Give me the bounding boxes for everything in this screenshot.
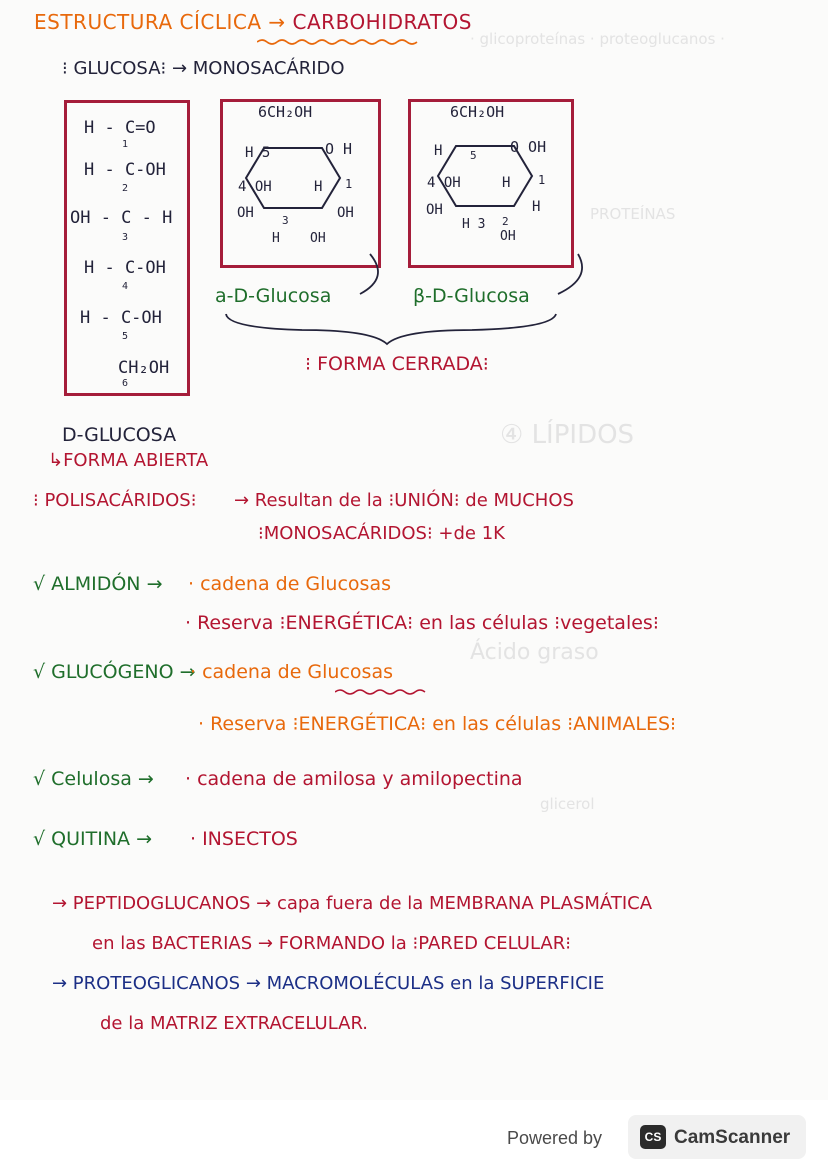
open-chain-line: H - C-OH: [84, 258, 166, 278]
beta-ch2oh: 6CH₂OH: [450, 103, 505, 121]
open-chain-line: H - C-OH: [84, 160, 166, 180]
carbon-number: 5: [122, 331, 129, 342]
quitina-line-1: · INSECTOS: [190, 828, 298, 850]
camscanner-badge: [628, 1115, 806, 1159]
alpha-ch2oh: 6CH₂OH: [258, 103, 313, 121]
alpha-oh-right: OH: [337, 205, 354, 221]
beta-c2: 2: [502, 215, 509, 228]
beta-label: β-D-Glucosa: [413, 285, 530, 307]
peptidoglucanos-line-2: en las BACTERIAS → FORMANDO la ⁝PARED CELULAR⁝: [92, 933, 571, 954]
carbon-number: 2: [122, 183, 129, 194]
subtitle: ⁝ GLUCOSA⁝ → MONOSACÁRIDO: [62, 58, 345, 79]
title-underline-wave: [257, 38, 422, 46]
page-title: [34, 12, 472, 32]
alpha-h-mid: H: [314, 179, 323, 195]
polisacaridos-desc-1: → Resultan de la ⁝UNIÓN⁝ de MUCHOS: [234, 490, 574, 511]
alpha-label: a-D-Glucosa: [215, 285, 332, 307]
bleed-through-text: PROTEÍNAS: [590, 205, 676, 223]
quitina-heading: √ QUITINA →: [33, 828, 152, 850]
title-prefix: ESTRUCTURA CÍCLICA →: [34, 10, 286, 34]
beta-c5: 5: [470, 149, 477, 162]
beta-oh4: 4 OH: [427, 175, 461, 191]
camscanner-brand: CamScanner: [674, 1127, 791, 1148]
open-chain-line: CH₂OH: [118, 358, 170, 378]
beta-h: H: [434, 143, 443, 159]
celulosa-heading: √ Celulosa →: [33, 768, 154, 790]
open-chain-line: OH - C - H: [70, 208, 173, 228]
closed-form-label: ⁝ FORMA CERRADA⁝: [305, 353, 489, 375]
open-form-label: ↳FORMA ABIERTA: [48, 450, 209, 471]
beta-h-right: H: [532, 199, 541, 215]
alpha-oh-left: OH: [237, 205, 254, 221]
carbon-number: 3: [122, 232, 129, 243]
carbon-number: 1: [122, 139, 129, 150]
bleed-through-text: ④ LÍPIDOS: [500, 420, 635, 450]
alpha-oh-bottom: OH: [310, 231, 326, 246]
almidon-line-1: · cadena de Glucosas: [188, 573, 391, 595]
celulosa-line-1: · cadena de amilosa y amilopectina: [185, 768, 523, 790]
glucogeno-line-2: · Reserva ⁝ENERGÉTICA⁝ en las células ⁝ANIMALES⁝: [198, 713, 677, 735]
beta-c1: 1: [538, 173, 546, 187]
title-main: CARBOHIDRATOS: [292, 10, 472, 34]
glucogeno-line-1: · cadena de Glucosas: [190, 661, 393, 683]
almidon-heading: √ ALMIDÓN →: [33, 573, 163, 595]
beta-h3: H 3: [462, 217, 486, 232]
beta-oh-bottom: OH: [500, 229, 516, 244]
d-glucosa-label: D-GLUCOSA: [62, 424, 177, 446]
carbon-number: 6: [122, 378, 129, 389]
alpha-h5: H 5: [245, 145, 271, 161]
carbon-number: 4: [122, 281, 129, 292]
polisacaridos-heading: ⁝ POLISACÁRIDOS⁝: [33, 490, 197, 511]
bleed-through-text: glicerol: [540, 795, 595, 813]
peptidoglucanos-line-1: → PEPTIDOGLUCANOS → capa fuera de la MEMBRANA PLASMÁTICA: [52, 893, 653, 914]
closed-form-brace: [222, 310, 562, 350]
bleed-through-text: Ácido graso: [470, 640, 599, 665]
open-chain-line: H - C=O: [84, 118, 156, 138]
beta-h-mid: H: [502, 175, 511, 191]
proteoglicanos-line-1: → PROTEOGLICANOS → MACROMOLÉCULAS en la SUPERFICIE: [52, 973, 605, 994]
alpha-o: O H: [325, 140, 353, 158]
camscanner-logo-icon: CS: [640, 1125, 666, 1149]
glucogeno-heading: √ GLUCÓGENO →: [33, 661, 196, 683]
beta-o-oh: O OH: [510, 138, 547, 156]
alpha-oh4: 4 OH: [238, 179, 272, 195]
bleed-through-text: · glicoproteínas · proteoglucanos ·: [470, 30, 725, 48]
powered-by-text: Powered by: [507, 1128, 603, 1148]
alpha-h-bottom: H: [272, 231, 280, 246]
polisacaridos-desc-2: ⁝MONOSACÁRIDOS⁝ +de 1K: [258, 523, 505, 544]
glucosas-underline-wave: [335, 688, 430, 696]
proteoglicanos-line-2: de la MATRIZ EXTRACELULAR.: [100, 1013, 369, 1034]
alpha-c1: 1: [345, 177, 353, 191]
almidon-line-2: · Reserva ⁝ENERGÉTICA⁝ en las células ⁝vegetales⁝: [185, 612, 659, 634]
beta-oh-left: OH: [426, 202, 443, 218]
open-chain-line: H - C-OH: [80, 308, 162, 328]
alpha-c3: 3: [282, 214, 289, 227]
